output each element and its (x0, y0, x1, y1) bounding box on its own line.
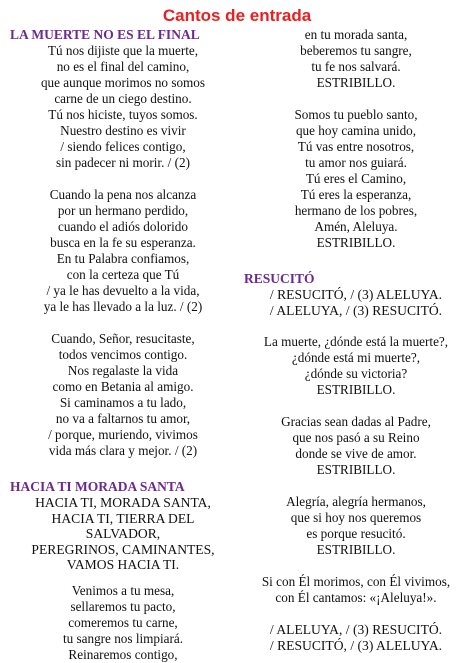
lyric-line: tu sangre nos limpiará. (62, 630, 184, 646)
lyric-line: Gracias sean dadas al Padre, (281, 414, 431, 429)
lyric-line: La muerte, ¿dónde está la muerte?, (263, 334, 449, 349)
lyric-line: Somos tu pueblo santo, (294, 107, 418, 122)
lyric-line: Tú eres la esperanza, (300, 187, 412, 202)
lyric-line: Alegría, alegría hermanos, (286, 494, 426, 509)
lyric-line: cuando el adiós dolorido (57, 219, 188, 234)
song-title-la-muerte: LA MUERTE NO ES EL FINAL (10, 27, 200, 42)
lyric-line: Nuestro destino es vivir (60, 123, 186, 138)
lyric-line: en tu morada santa, (304, 27, 408, 42)
lyric-line: sellaremos tu pacto, (70, 598, 176, 614)
lyric-line: / siendo felices contigo, (60, 139, 186, 154)
lyric-line: que nos pasó a su Reino (292, 430, 420, 445)
stanza (10, 583, 236, 663)
lyric-line: Nos regalaste la vida (67, 363, 179, 378)
lyric-line: Si caminamos a tu lado, (59, 395, 187, 410)
lyric-line: todos vencimos contigo. (58, 347, 188, 362)
lyric-line: tu amor nos guiará. (305, 155, 407, 170)
stanza (244, 414, 468, 478)
stanza (10, 43, 236, 171)
lyric-line: Tú eres el Camino, (305, 171, 407, 186)
lyric-line: vida más clara y mejor. / (2) (48, 443, 198, 458)
lyric-line: / ALELUYA, / (3) RESUCITÓ. (269, 622, 443, 637)
lyric-line: que hoy camina unido, (295, 123, 417, 138)
lyric-line: con la certeza que Tú (66, 267, 180, 282)
stanza (10, 331, 236, 459)
right-column (244, 27, 468, 653)
lyric-line: ESTRIBILLO. (316, 235, 396, 250)
lyric-line: ya le has llevado a la luz. / (2) (43, 299, 203, 314)
lyric-line: que aunque morimos no somos (40, 75, 206, 90)
stanza (244, 107, 468, 251)
lyric-line: es porque resucitó. (306, 526, 406, 541)
lyric-line: Tú nos hiciste, tuyos somos. (48, 107, 198, 122)
lyric-line: busca en la fe su esperanza. (50, 235, 196, 250)
lyric-line: ESTRIBILLO. (316, 382, 396, 397)
lyric-line: / RESUCITÓ, / (3) ALELUYA. (269, 637, 443, 653)
lyric-line: SALVADOR, (85, 526, 161, 541)
lyric-line: hermano de los pobres, (294, 203, 418, 218)
lyric-line: / RESUCITÓ, / (3) ALELUYA. (269, 287, 443, 302)
lyric-line: / porque, muriendo, vivimos (48, 427, 198, 442)
lyric-line: Amén, Aleluya. (314, 219, 398, 234)
lyric-line: En tu Palabra confiamos, (56, 251, 190, 266)
lyric-line: Venimos a tu mesa, (71, 582, 175, 598)
lyric-line: donde se vive de amor. (295, 446, 417, 461)
lyric-line: ESTRIBILLO. (316, 542, 396, 557)
song-title-hacia-ti: HACIA TI MORADA SANTA (10, 479, 185, 494)
lyric-line: sin padecer ni morir. / (2) (55, 155, 191, 170)
lyric-line: HACIA TI, TIERRA DEL (51, 510, 195, 526)
chorus (10, 495, 236, 573)
lyric-line: con Él cantamos: «¡Aleluya!». (275, 590, 437, 605)
stanza (244, 494, 468, 558)
lyric-line: por un hermano perdido, (57, 203, 189, 218)
stanza (244, 574, 468, 606)
lyric-line: Tú vas entre nosotros, (297, 139, 415, 154)
lyric-line: tu fe nos salvará. (311, 59, 401, 74)
lyric-line: Cuando, Señor, resucitaste, (51, 331, 195, 346)
lyric-line: Si con Él morimos, con Él vivimos, (261, 574, 451, 589)
lyric-line: no es el final del camino, (56, 59, 190, 74)
lyric-line: carne de un ciego destino. (54, 91, 192, 106)
stanza (10, 187, 236, 315)
lyric-line: que si hoy nos queremos (290, 510, 422, 525)
lyric-line: ESTRIBILLO. (316, 462, 396, 477)
lyric-line: HACIA TI, MORADA SANTA, (35, 495, 211, 510)
lyric-line: no va a faltarnos tu amor, (55, 411, 191, 426)
stanza (244, 27, 468, 91)
left-column (10, 27, 236, 663)
lyric-line: / ya le has devuelto a la vida, (46, 283, 200, 298)
lyric-line: / ALELUYA, / (3) RESUCITÓ. (269, 302, 443, 318)
stanza (244, 334, 468, 398)
lyric-line: Tú nos dijiste que la muerte, (47, 43, 199, 58)
song-title-resucito: RESUCITÓ (244, 271, 315, 286)
lyric-line: Reinaremos contigo, (68, 646, 178, 662)
page-title: Cantos de entrada (162, 6, 312, 25)
lyric-line: como en Betania al amigo. (52, 379, 194, 394)
lyric-line: ESTRIBILLO. (316, 75, 396, 90)
lyric-line: Cuando la pena nos alcanza (49, 187, 197, 202)
lyric-line: VAMOS HACIA TI. (66, 557, 180, 572)
chorus (244, 287, 468, 318)
lyric-line: ¿dónde está mi muerte?, (291, 350, 421, 365)
lyric-line: PEREGRINOS, CAMINANTES, (31, 541, 215, 557)
lyric-line: beberemos tu sangre, (300, 43, 412, 58)
lyric-line: comeremos tu carne, (68, 614, 178, 630)
lyric-line: ¿dónde su victoria? (304, 366, 408, 381)
chorus (244, 622, 468, 653)
